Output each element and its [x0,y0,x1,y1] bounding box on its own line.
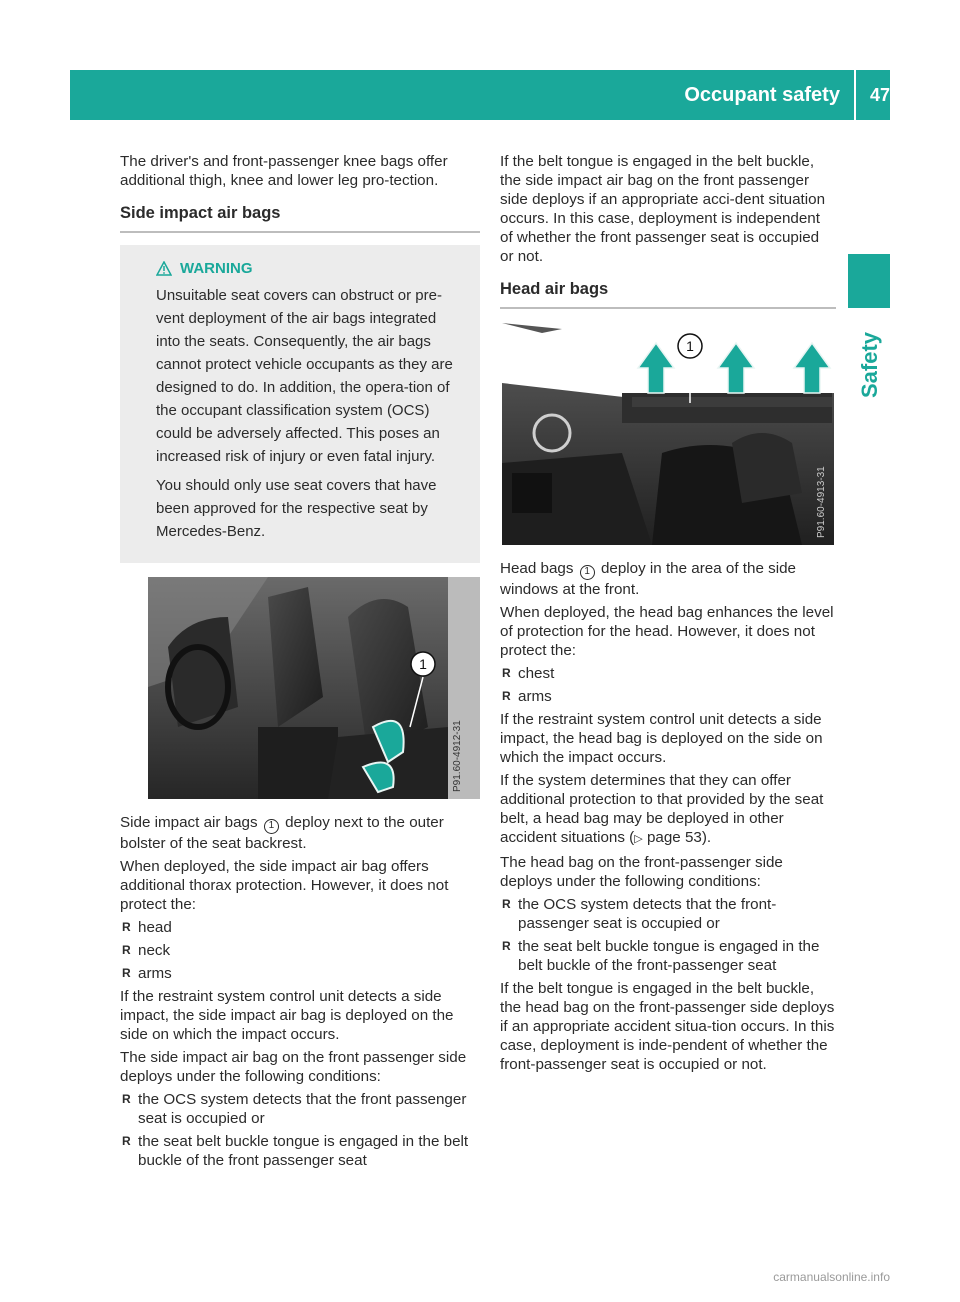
left-column [120,152,480,1174]
header-divider [854,70,856,120]
list-item: R chest [502,664,555,682]
side-airbag-illustration [148,577,480,799]
intro-paragraph: The driver's and front-passenger knee bags offer additional thigh, knee and lower leg pro-tection. [120,153,448,189]
head-airbag-para-3: If the restraint system control unit detects a side impact, the head bag is deployed on the side on which the impact occurs. [500,710,823,766]
right-intro-paragraph: If the belt tongue is engaged in the belt buckle, the side impact air bag on the front passenger side deploys if an appropriate acci-dent situation occurs. In this case, deployment is independent of whether the front passenger seat is occupied or not. [500,153,826,265]
head-airbag-para-4: If the system determines that they can offer additional protection to that provided by the seat belt, a head bag may be deployed in other accident situations (▷ page 53). [500,771,824,846]
side-tab-block [848,254,890,308]
section-title-head-airbags: Head air bags [500,280,836,309]
warning-icon [156,261,172,276]
head-airbag-figure [502,323,834,545]
list-item: R the OCS system detects that the front-passenger seat is occupied or [502,895,777,932]
header [684,80,890,110]
page-number: 47 [869,84,890,105]
head-airbag-figure-code: P91.60-4913-31 [816,466,827,538]
side-airbag-callout-label: 1 [419,656,427,672]
list-item: R arms [122,964,172,982]
header-title: Occupant safety [684,83,840,106]
side-airbag-para-4: The side impact air bag on the front passenger side deploys under the following conditions: [120,1048,467,1085]
list-item: R arms [502,687,552,705]
side-tab-label: Safety [857,331,882,399]
watermark: carmanualsonline.info [773,1270,890,1284]
callout-1-badge: 1 [580,565,595,580]
list-item: R the OCS system detects that the front passenger seat is occupied or [122,1090,467,1127]
warning-box [120,245,480,563]
head-airbag-para-5: The head bag on the front-passenger side deploys under the following conditions: [500,853,783,890]
head-airbag-conditions-list [500,895,836,975]
list-item: R neck [122,941,171,959]
warning-label: WARNING [180,260,253,277]
side-airbag-figure [148,577,480,799]
head-airbag-para-1: Head bags 1 deploy in the area of the side windows at the front. [500,560,796,598]
page-ref-link[interactable]: page 53 [646,828,702,846]
callout-1-badge: 1 [264,819,279,834]
head-airbag-not-protected-list [500,664,836,706]
warning-text-1: Unsuitable seat covers can obstruct or pre-vent deployment of the air bags integrated into the seats. Consequently, the air bags cannot protect vehicle occupants as they are designed to do. In addition, the opera-tion of the occupant classification system (OCS) could be adversely affected. This poses an increased risk of injury or even fatal injury. [156,287,453,465]
head-airbag-para-6: If the belt tongue is engaged in the belt buckle, the head bag on the front-passenger side deploys if an appropriate accident situa-tion occurs. In this case, deployment is inde-pendent of whether the front-passenger seat is occupied or not. [500,979,835,1073]
side-airbag-para-1: Side impact air bags 1 deploy next to the outer bolster of the seat backrest. [120,814,444,852]
right-column [500,152,836,1078]
warning-heading [156,257,456,280]
section-title-side-impact: Side impact air bags [120,204,480,233]
list-item: R head [122,918,172,936]
head-airbag-illustration [502,323,834,545]
list-item: R the seat belt buckle tongue is engaged in the belt buckle of the front-passenger seat [502,937,820,974]
side-airbag-figure-code: P91.60-4912-31 [452,720,463,792]
side-airbag-conditions-list [120,1090,480,1170]
side-airbag-not-protected-list [120,918,480,983]
side-airbag-para-2: When deployed, the side impact air bag offers additional thorax protection. However, it does not protect the: [120,857,449,913]
head-airbag-para-2: When deployed, the head bag enhances the level of protection for the head. However, it does not protect the: [500,603,834,659]
head-airbag-callout-label: 1 [686,338,694,354]
page-ref-icon: ▷ [634,832,643,845]
list-item: R the seat belt buckle tongue is engaged in the belt buckle of the front passenger seat [122,1132,469,1169]
side-airbag-para-3: If the restraint system control unit detects a side impact, the side impact air bag is deployed on the side on which the impact occurs. [120,987,454,1043]
warning-text-2: You should only use seat covers that have been approved for the respective seat by Mercedes-Benz. [156,477,437,540]
